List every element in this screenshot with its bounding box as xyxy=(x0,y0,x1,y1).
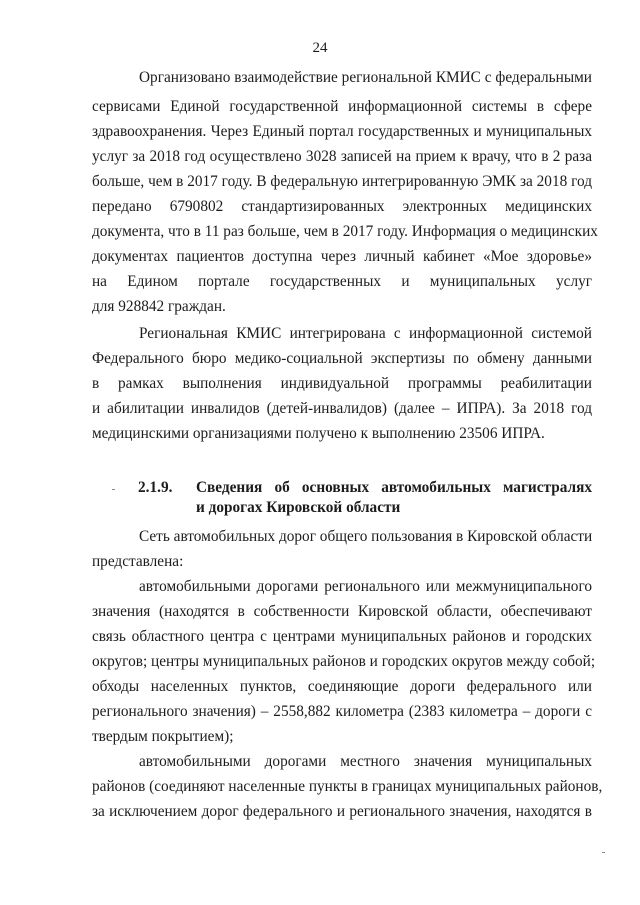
text-line: и абилитации инвалидов (детей-инвалидов) (далее – ИПРА). За 2018 год xyxy=(92,400,592,417)
text-line: Сеть автомобильных дорог общего пользования в Кировской области xyxy=(139,528,593,545)
text-line: регионального значения) – 2558,882 километра (2383 километра – дороги с xyxy=(92,703,592,720)
text-line: для 928842 граждан. xyxy=(92,298,226,315)
text-line: Региональная КМИС интегрирована с информационной системой xyxy=(139,325,592,342)
text-line: на Едином портале государственных и муниципальных услуг xyxy=(92,273,592,290)
text-line: документа, что в 11 раз больше, чем в 2017 году. Информация о медицинских xyxy=(92,223,598,240)
section-title-line-2: и дорогах Кировской области xyxy=(196,499,401,516)
scan-speck xyxy=(602,852,605,853)
section-number: 2.1.9. xyxy=(138,479,173,496)
section-title-line-1: Сведения об основных автомобильных магистралях xyxy=(196,479,592,496)
text-line: в рамках выполнения индивидуальной программы реабилитации xyxy=(92,375,592,392)
text-line: обходы населенных пунктов, соединяющие дороги федерального или xyxy=(92,678,592,695)
text-line: твердым покрытием); xyxy=(92,728,234,745)
text-line: сервисами Единой государственной информационной системы в сфере xyxy=(92,98,592,115)
text-line: услуг за 2018 год осуществлено 3028 записей на прием к врачу, что в 2 раза xyxy=(92,148,592,165)
text-line: медицинскими организациями получено к выполнению 23506 ИПРА. xyxy=(92,425,545,442)
text-line: районов (соединяют населенные пункты в границах муниципальных районов, xyxy=(92,778,603,795)
text-line: округов; центры муниципальных районов и городских округов между собой; xyxy=(92,653,596,670)
text-line: Организовано взаимодействие региональной КМИС с федеральными xyxy=(139,69,592,86)
text-line: документах пациентов доступна через личный кабинет «Мое здоровье» xyxy=(92,248,592,265)
text-line: больше, чем в 2017 году. В федеральную интегрированную ЭМК за 2018 год xyxy=(92,173,592,190)
text-line: здравоохранения. Через Единый портал государственных и муниципальных xyxy=(92,123,592,140)
text-line: автомобильными дорогами местного значения муниципальных xyxy=(139,753,592,770)
text-line: передано 6790802 стандартизированных электронных медицинских xyxy=(92,198,592,215)
text-line: Федерального бюро медико-социальной экспертизы по обмену данными xyxy=(92,350,592,367)
scan-speck xyxy=(112,489,115,490)
page-number: 24 xyxy=(312,40,328,56)
text-line: автомобильными дорогами регионального или межмуниципального xyxy=(139,578,592,595)
text-line: связь областного центра с центрами муниципальных районов и городских xyxy=(92,628,592,645)
text-line: представлена: xyxy=(92,553,184,570)
text-line: за исключением дорог федерального и регионального значения, находятся в xyxy=(92,803,592,820)
text-line: значения (находятся в собственности Кировской области, обеспечивают xyxy=(92,603,592,620)
